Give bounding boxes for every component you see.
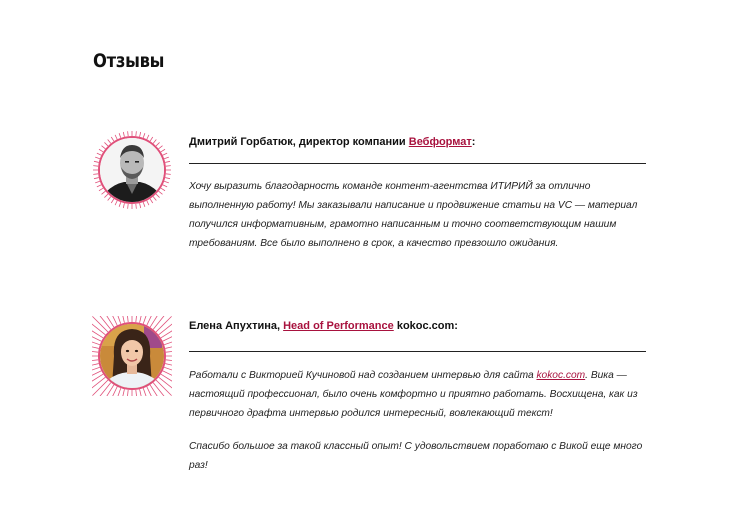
avatar-ray <box>165 161 170 162</box>
avatar-ray <box>111 137 114 141</box>
avatar-ray <box>93 174 98 175</box>
author-suffix: kokoc.com: <box>393 320 458 332</box>
avatar-ray <box>97 153 102 155</box>
avatar-ray <box>159 191 163 194</box>
review-author <box>189 135 647 149</box>
divider <box>189 351 646 352</box>
avatar-ray <box>156 142 160 146</box>
avatar-ray <box>140 132 141 137</box>
avatar-ray <box>147 201 149 206</box>
avatar-ray <box>115 135 117 140</box>
author-name: Елена Апухтина, <box>189 320 284 332</box>
avatar-ray <box>119 133 121 138</box>
avatar-ray <box>126 316 128 322</box>
avatar-ray <box>126 390 128 396</box>
avatar-ray <box>111 199 114 203</box>
review-quote <box>189 366 647 423</box>
avatar-ray <box>119 202 121 207</box>
avatar-ray <box>92 371 101 381</box>
avatar-ray <box>164 181 169 183</box>
avatar-ray <box>99 188 103 191</box>
avatar-ray <box>95 157 100 159</box>
avatar-ray <box>97 185 102 187</box>
avatar-ray <box>143 202 145 207</box>
review-quote: Хочу выразить благодарность команде контент-агентства ИТИРИЙ за отлично выполненную работу! Мы заказывали написание и продвижение статьи на VC — материал получился информативным, грамотно написанным и точно соответствующим нашим требованиям. Все было выполнено в срок, а качество превзошло ожидания. <box>189 181 638 249</box>
avatar-ray <box>161 149 165 152</box>
avatar-ray <box>166 174 171 175</box>
avatar-ray <box>99 149 103 152</box>
avatar-ray <box>156 316 172 332</box>
divider <box>189 163 646 164</box>
avatar-ray <box>166 166 171 167</box>
man-portrait-avatar-icon <box>92 130 172 210</box>
avatar-ray <box>147 135 149 140</box>
avatar-ray <box>163 332 172 342</box>
avatar-ray <box>140 203 141 208</box>
avatar-ray <box>102 146 106 149</box>
avatar-ray <box>156 380 172 396</box>
avatar-ray <box>92 360 98 362</box>
quote-text: Работали с Викторией Кучиновой над созданием интервью для сайта <box>189 370 537 381</box>
avatar-ray <box>150 199 153 203</box>
quote-text: . Вика — настоящий профессионал, было очень комфортно и приятно работать. Восхищена, как из первичного драфта интервью родился интересный, вовлекающий текст! <box>189 370 638 419</box>
avatar-ray <box>136 316 138 322</box>
avatar-ray <box>94 178 99 179</box>
avatar-ray <box>159 146 163 149</box>
avatar-ray <box>108 140 111 144</box>
avatar-ray <box>108 316 118 325</box>
avatar-ray <box>163 185 168 187</box>
author-name: Дмитрий Горбатюк, директор компании <box>189 136 409 148</box>
avatar-ray <box>108 197 111 201</box>
avatar-ray <box>93 166 98 167</box>
avatar-ray <box>95 181 100 183</box>
avatar-ray <box>123 203 124 208</box>
avatar-ray <box>102 191 106 194</box>
avatar-ray <box>115 201 117 206</box>
avatar-ray <box>104 194 108 198</box>
avatar-ray <box>143 133 145 138</box>
avatar-ray <box>153 197 156 201</box>
avatar-ray <box>166 360 172 362</box>
page-title: Отзывы <box>93 50 165 72</box>
avatar-ray <box>92 380 108 396</box>
avatar-ray <box>128 204 129 209</box>
avatar-ray <box>92 332 101 342</box>
avatar-ray <box>150 137 153 141</box>
author-company-link[interactable]: Вебформат <box>408 136 472 148</box>
avatar-ray <box>104 142 108 146</box>
avatar-ray <box>136 390 138 396</box>
site-link[interactable]: kokoc.com <box>536 370 586 381</box>
avatar-ray <box>94 161 99 162</box>
avatar-ray <box>156 194 160 198</box>
avatar-ray <box>147 316 157 325</box>
avatar-ray <box>153 140 156 144</box>
avatar-ray <box>136 204 137 209</box>
avatar-ray <box>165 178 170 179</box>
review-quote: Спасибо большое за такой классный опыт! С удовольствием поработаю с Викой еще много раз! <box>189 441 643 471</box>
avatar-ray <box>163 371 172 381</box>
woman-portrait-avatar-icon <box>92 316 172 396</box>
review-author <box>189 319 647 333</box>
avatar-ray <box>108 387 118 396</box>
avatar <box>92 316 172 396</box>
author-suffix: : <box>471 136 476 148</box>
avatar-ray <box>164 157 169 159</box>
avatar-ray <box>92 350 98 352</box>
avatar-ray <box>163 153 168 155</box>
avatar-ray <box>166 350 172 352</box>
avatar <box>92 130 172 210</box>
avatar-ray <box>161 188 165 191</box>
avatar-ray <box>92 316 108 332</box>
avatar-ray <box>128 131 129 136</box>
avatar-ray <box>147 387 157 396</box>
avatar-ray <box>136 131 137 136</box>
author-role-link[interactable]: Head of Performance <box>283 320 394 332</box>
avatar-ray <box>123 132 124 137</box>
